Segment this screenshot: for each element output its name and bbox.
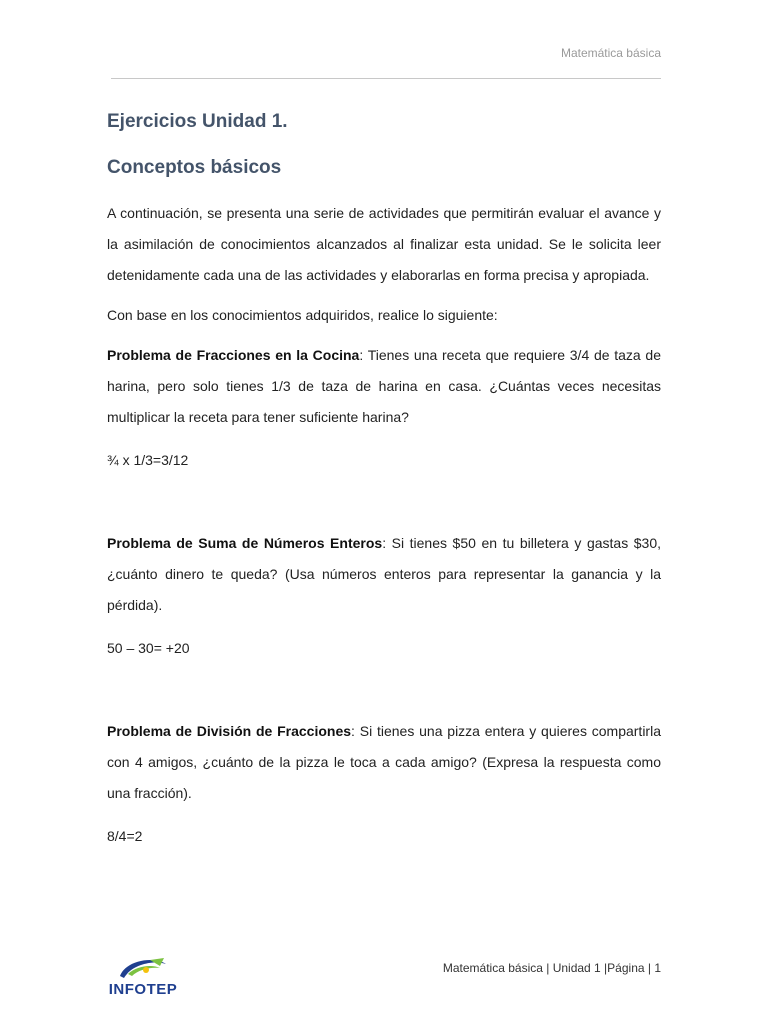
problem-1-title: Problema de Fracciones en la Cocina	[107, 347, 360, 363]
page-content	[107, 108, 661, 852]
problem-1-answer: ¾ x 1/3=3/12	[107, 452, 189, 468]
problem-2	[107, 528, 661, 621]
problem-1-text: : Tienes una receta que requiere 3/4 de taza de harina, pero solo tienes 1/3 de taza de harina en casa. ¿Cuántas veces necesitas multiplicar la receta para tener suficiente harina?	[107, 347, 661, 425]
header-divider	[111, 78, 661, 79]
logo-text: INFOTEP	[108, 981, 178, 998]
page-subtitle: Conceptos básicos	[107, 157, 282, 178]
running-header: Matemática básica	[560, 46, 661, 60]
problem-3-answer: 8/4=2	[107, 828, 143, 844]
instruction-paragraph: Con base en los conocimientos adquiridos, realice lo siguiente:	[107, 307, 498, 323]
problem-1	[107, 340, 661, 433]
infotep-logo-icon	[106, 954, 180, 984]
intro-paragraph: A continuación, se presenta una serie de actividades que permitirán evaluar el avance y la asimilación de conocimientos alcanzados al finalizar esta unidad. Se le solicita leer detenidamente cada una de las actividades y elaborarlas en forma precisa y apropiada.	[107, 205, 661, 283]
problem-2-title: Problema de Suma de Números Enteros	[107, 535, 383, 551]
page-title: Ejercicios Unidad 1.	[107, 111, 288, 132]
problem-2-answer: 50 – 30= +20	[107, 640, 190, 656]
problem-3-title: Problema de División de Fracciones	[107, 723, 352, 739]
problem-3-text: : Si tienes una pizza entera y quieres compartirla con 4 amigos, ¿cuánto de la pizza le toca a cada amigo? (Expresa la respuesta como una fracción).	[107, 723, 661, 801]
infotep-logo	[106, 954, 180, 1000]
page-footer: Matemática básica | Unidad 1 |Página | 1	[442, 961, 661, 975]
problem-2-text: : Si tienes $50 en tu billetera y gastas $30, ¿cuánto dinero te queda? (Usa números enteros para representar la ganancia y la pérdida).	[107, 535, 661, 613]
problem-3	[107, 716, 661, 809]
